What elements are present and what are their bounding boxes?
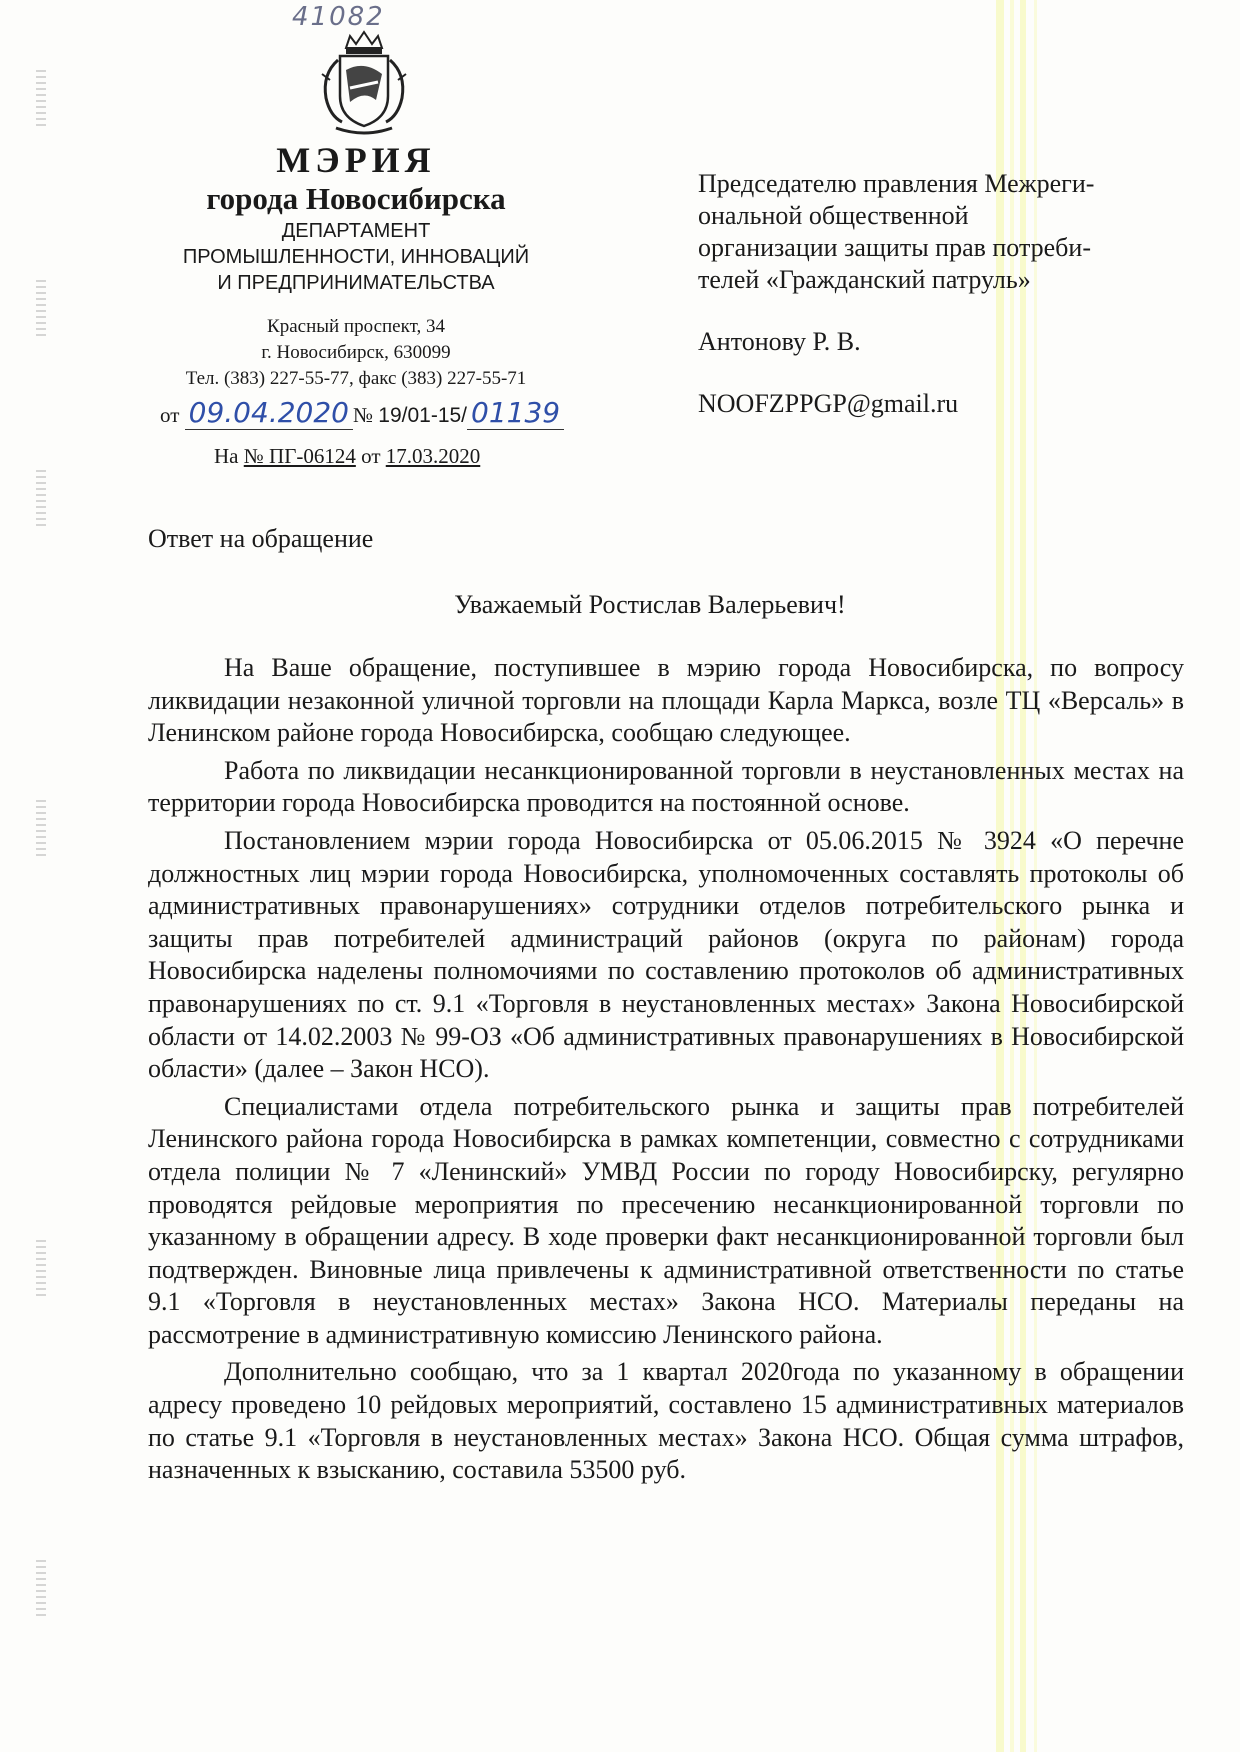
org-city: города Новосибирска [206, 181, 506, 216]
ref-date: 17.03.2020 [385, 444, 481, 468]
address-line: Тел. (383) 227-55-77, факс (383) 227-55-71 [185, 368, 527, 389]
body-paragraph: Дополнительно сообщаю, что за 1 квартал 2020года по указанному в обращении адресу проведено 10 рейдовых мероприятий, составлено 15 административных материалов по статье 9.1 «Торговля в неустановленных местах» Закона НСО. Общая сумма штрафов, назначенных к взысканию, составила 53500 руб. [148, 1357, 1184, 1485]
recipient-block [698, 168, 1178, 420]
recipient-line: организации защиты прав потреби- [698, 233, 1091, 262]
address-line: г. Новосибирск, 630099 [261, 342, 451, 363]
sender-block [140, 140, 572, 392]
body-paragraph: Работа по ликвидации несанкционированной торговли в неустановленных местах на территории города Новосибирска проводится на постоянной основе. [148, 755, 1184, 818]
scan-edge-mark [36, 470, 46, 530]
coat-of-arms-icon [316, 30, 412, 140]
scan-edge-mark [36, 800, 46, 860]
address-block [140, 314, 572, 392]
recipient-email: NOOFZPPGP@gmail.ru [698, 389, 959, 418]
scan-edge-mark [36, 1560, 46, 1620]
recipient-line: Председателю правления Межреги- [698, 169, 1095, 198]
scan-edge-mark [36, 1240, 46, 1300]
from-label: от [160, 403, 180, 427]
scan-edge-mark [36, 280, 46, 340]
scan-edge-mark [36, 70, 46, 130]
ref-from-label: от [361, 444, 381, 468]
handwritten-date: 09.04.2020 [185, 396, 353, 430]
salutation: Уважаемый Ростислав Валерьевич! [454, 590, 846, 619]
dept-line: ДЕПАРТАМЕНТ [281, 220, 431, 242]
dept-line: И ПРЕДПРИНИМАТЕЛЬСТВА [217, 272, 495, 294]
number-sign: № [352, 403, 374, 427]
body-paragraph: Специалистами отдела потребительского рынка и защиты прав потребителей Ленинского района города Новосибирска в рамках компетенции, совместно с сотрудниками отдела полиции № 7 «Ленинский» УМВД России по городу Новосибирску, регулярно проводятся рейдовые мероприятия по пресечению несанкционированной торговли по указанному в обращении адресу. В ходе проверки факт несанкционированной торговли был подтвержден. Виновные лица привлечены к административной ответственности по статье 9.1 «Торговля в неустановленных местах» Закона НСО. Материалы переданы на рассмотрение в административную комиссию Ленинского района. [148, 1091, 1184, 1349]
ref-prefix: На [214, 444, 239, 468]
address-line: Красный проспект, 34 [267, 316, 445, 337]
recipient-line: телей «Гражданский патруль» [698, 265, 1031, 294]
body-paragraph: Постановлением мэрии города Новосибирска от 05.06.2015 № 3924 «О перечне должностных лиц мэрии города Новосибирска, уполномоченных составлять протоколы об административных правонарушениях» сотрудники отделов потребительского рынка и защиты прав потребителей администраций районов (округа по районам) города Новосибирска наделены полномочиями по составлению протоколов об административных правонарушениях по ст. 9.1 «Торговля в неустановленных местах» Закона Новосибирской области от 14.02.2003 № 99-ОЗ «Об административных правонарушениях в Новосибирской области» (далее – Закон НСО). [148, 825, 1184, 1084]
reference-line [214, 444, 480, 469]
letter-body [148, 652, 1184, 1492]
org-title: МЭРИЯ [276, 140, 436, 180]
letter-subject: Ответ на обращение [148, 524, 374, 553]
outgoing-number: 19/01-15/ [378, 404, 468, 427]
registration-line [160, 396, 564, 429]
recipient-line: ональной общественной [698, 201, 969, 230]
recipient-name: Антонову Р. В. [698, 327, 861, 356]
handwritten-note: 41082 [292, 2, 385, 32]
handwritten-number: 01139 [467, 396, 564, 430]
dept-line: ПРОМЫШЛЕННОСТИ, ИННОВАЦИЙ [182, 246, 530, 268]
ref-number: № ПГ-06124 [243, 444, 356, 468]
body-paragraph: На Ваше обращение, поступившее в мэрию города Новосибирска, по вопросу ликвидации незаконной уличной торговли на площади Карла Маркса, возле ТЦ «Версаль» в Ленинском районе города Новосибирска, сообщаю следующее. [148, 653, 1184, 748]
